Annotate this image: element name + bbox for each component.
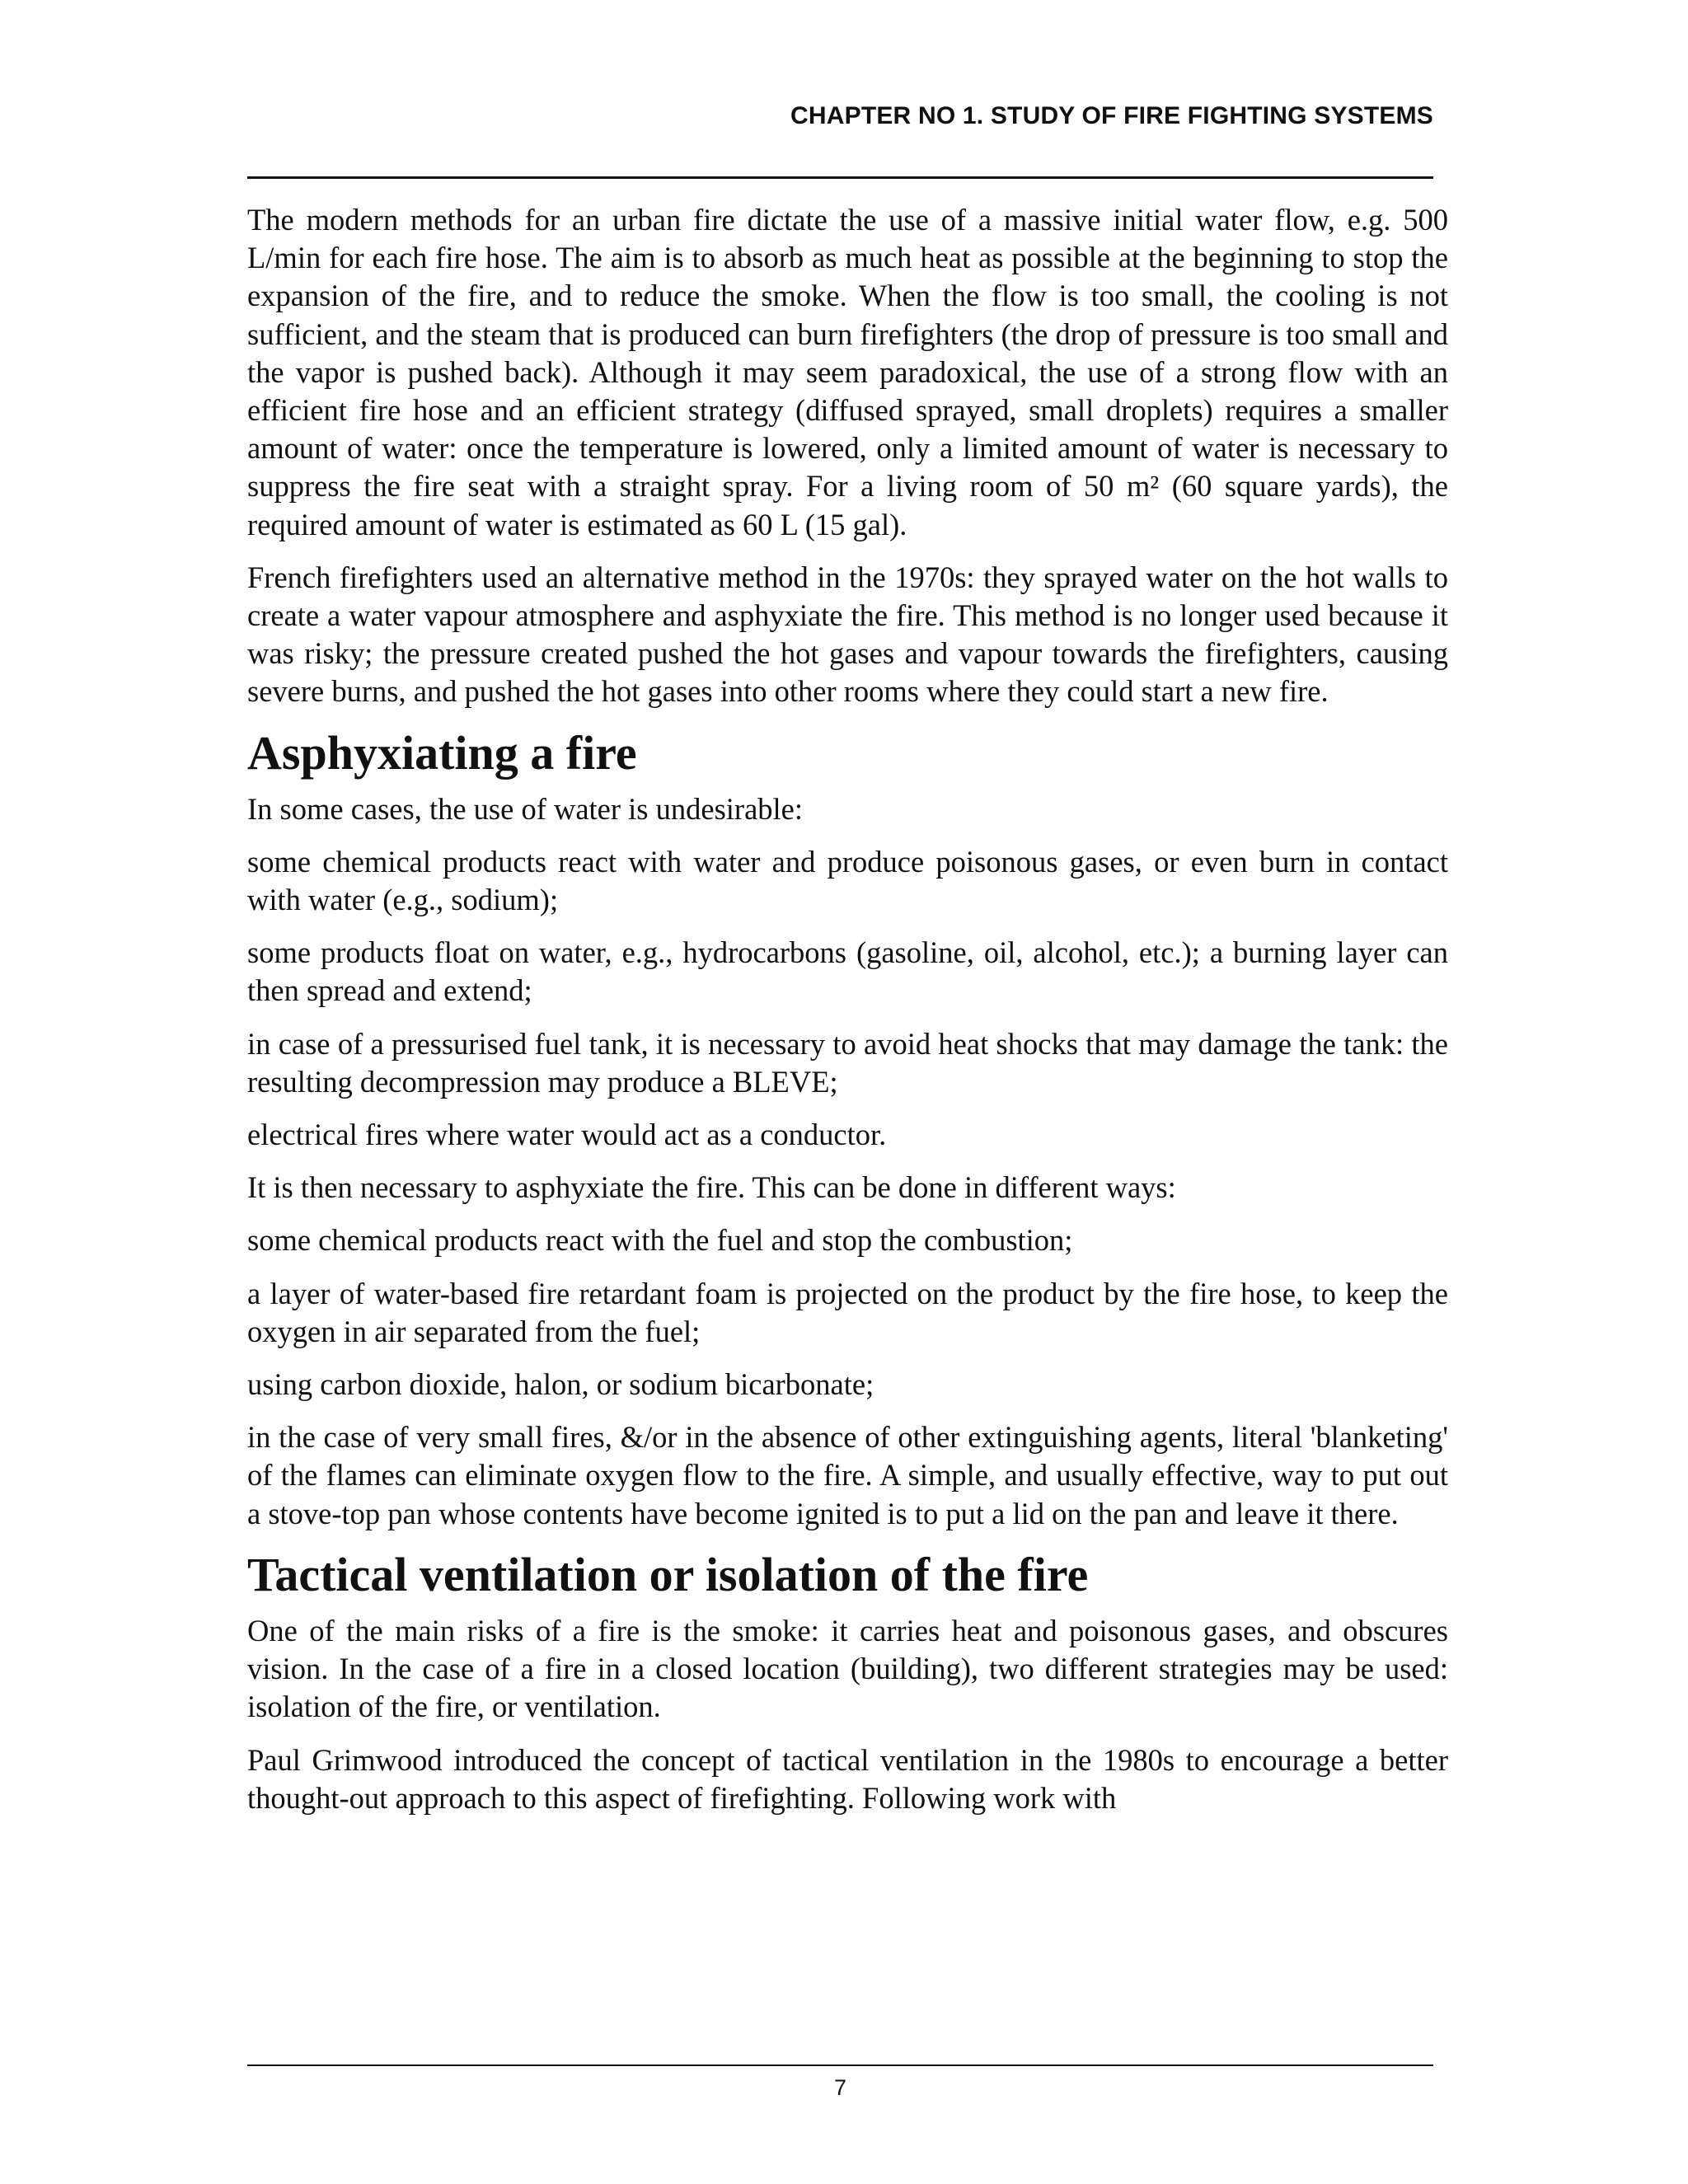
page-body — [247, 201, 1448, 1832]
footer-rule — [247, 2064, 1433, 2066]
header-rule — [247, 176, 1433, 179]
body-paragraph: French firefighters used an alternative method in the 1970s: they sprayed water on the hot walls to create a water vapour atmosphere and asphyxiate the fire. This method is no longer used because it was risky; the pressure created pushed the hot gases and vapour towards the firefighters, causing severe burns, and pushed the hot gases into other rooms where they could start a new fire. — [247, 560, 1448, 709]
body-paragraph: in the case of very small fires, &/or in the absence of other extinguishing agents, literal 'blanketing' of the flames can eliminate oxygen flow to the fire. A simple, and usually effective, way to put out a stove-top pan whose contents have become ignited is to put a lid on the pan and leave it there. — [247, 1420, 1448, 1530]
body-paragraph: some products float on water, e.g., hydrocarbons (gasoline, oil, alcohol, etc.); a burning layer can then spread and extend; — [247, 935, 1448, 1008]
section-heading-asphyxiating: Asphyxiating a fire — [247, 725, 637, 780]
body-paragraph: Paul Grimwood introduced the concept of tactical ventilation in the 1980s to encourage a better thought-out approach to this aspect of firefighting. Following work with — [247, 1742, 1448, 1815]
section-heading-ventilation: Tactical ventilation or isolation of the fire — [247, 1547, 1089, 1601]
body-paragraph: The modern methods for an urban fire dictate the use of a massive initial water flow, e.g. 500 L/min for each fire hose. The aim is to absorb as much heat as possible at the beginning to stop the expansion of the fire, and to reduce the smoke. When the flow is too small, the cooling is not sufficient, and the steam that is produced can burn firefighters (the drop of pressure is too small and the vapor is pushed back). Although it may seem paradoxical, the use of a strong flow with an efficient fire hose and an efficient strategy (diffused sprayed, small droplets) requires a smaller amount of water: once the temperature is lowered, only a limited amount of water is necessary to suppress the fire seat with a straight spray. For a living room of 50 m² (60 square yards), the required amount of water is estimated as 60 L (15 gal). — [247, 203, 1448, 541]
body-paragraph: in case of a pressurised fuel tank, it is necessary to avoid heat shocks that may damage the tank: the resulting decompression may produce a BLEVE; — [247, 1026, 1448, 1099]
body-paragraph: some chemical products react with water and produce poisonous gases, or even burn in contact with water (e.g., sodium); — [247, 844, 1448, 917]
body-paragraph: using carbon dioxide, halon, or sodium bicarbonate; — [247, 1367, 874, 1402]
body-paragraph: One of the main risks of a fire is the smoke: it carries heat and poisonous gases, and obscures vision. In the case of a fire in a closed location (building), two different strategies may be used: isolation of the fire, or ventilation. — [247, 1613, 1448, 1724]
body-paragraph: a layer of water-based fire retardant foam is projected on the product by the fire hose, to keep the oxygen in air separated from the fuel; — [247, 1276, 1448, 1348]
body-paragraph: It is then necessary to asphyxiate the fire. This can be done in different ways: — [247, 1170, 1176, 1205]
body-paragraph: some chemical products react with the fuel and stop the combustion; — [247, 1223, 1073, 1258]
body-paragraph: In some cases, the use of water is undesirable: — [247, 791, 804, 826]
page-number: 7 — [833, 2075, 847, 2100]
body-paragraph: electrical fires where water would act as a conductor. — [247, 1118, 887, 1152]
running-header: CHAPTER NO 1. STUDY OF FIRE FIGHTING SYSTEMS — [790, 102, 1433, 129]
